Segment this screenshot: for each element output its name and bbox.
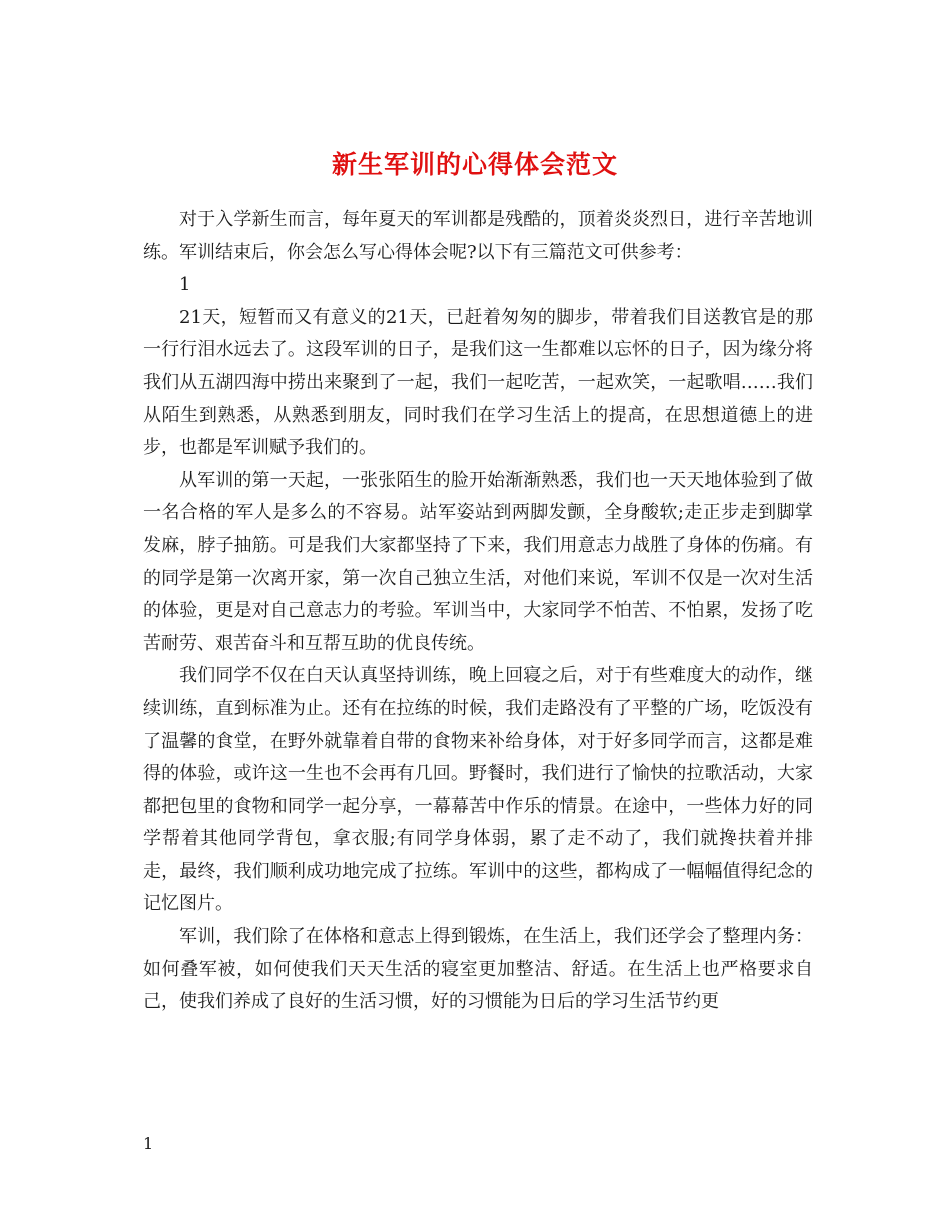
section-number: 1 <box>179 274 191 296</box>
body-paragraph: 从军训的第一天起，一张张陌生的脸开始渐渐熟悉，我们也一天天地体验到了做一名合格的军人是多么的不容易。站军姿站到两脚发颤，全身酸软;走正步走到脚掌发麻，脖子抽筋。可是我们大家都坚持了下来，我们用意志力战胜了身体的伤痛。有的同学是第一次离开家，第一次自己独立生活，对他们来说，军训不仅是一次对生活的体验，更是对自己意志力的考验。军训当中，大家同学不怕苦、不怕累，发扬了吃苦耐劳、艰苦奋斗和互帮互助的优良传统。 <box>143 469 813 654</box>
body-paragraph: 我们同学不仅在白天认真坚持训练，晚上回寝之后，对于有些难度大的动作，继续训练，直到标准为止。还有在拉练的时候，我们走路没有了平整的广场，吃饭没有了温馨的食堂，在野外就靠着自带的食物来补给身体，对于好多同学而言，这都是难得的体验，或许这一生也不会再有几回。野餐时，我们进行了愉快的拉歌活动，大家都把包里的食物和同学一起分享，一幕幕苦中作乐的情景。在途中，一些体力好的同学帮着其他同学背包，拿衣服;有同学身体弱，累了走不动了，我们就搀扶着并排走，最终，我们顺利成功地完成了拉练。军训中的这些，都构成了一幅幅值得纪念的记忆图片。 <box>143 665 813 915</box>
body-paragraph: 军训，我们除了在体格和意志上得到锻炼，在生活上，我们还学会了整理内务：如何叠军被，如何使我们天天生活的寝室更加整洁、舒适。在生活上也严格要求自己，使我们养成了良好的生活习惯，好的习惯能为日后的学习生活节约更 <box>143 926 813 1013</box>
body-paragraph: 21天，短暂而又有意义的21天，已赶着匆匆的脚步，带着我们目送教官是的那一行行泪水远去了。这段军训的日子，是我们这一生都难以忘怀的日子，因为缘分将我们从五湖四海中捞出来聚到了一起，我们一起吃苦，一起欢笑，一起歌唱……我们从陌生到熟悉，从熟悉到朋友，同时我们在学习生活上的提高，在思想道德上的进步，也都是军训赋予我们的。 <box>143 306 813 459</box>
document-body <box>143 204 813 1019</box>
page-number: 1 <box>143 1134 154 1153</box>
intro-paragraph: 对于入学新生而言，每年夏天的军训都是残酷的，顶着炎炎烈日，进行辛苦地训练。军训结束后，你会怎么写心得体会呢?以下有三篇范文可供参考： <box>143 209 813 263</box>
document-title: 新生军训的心得体会范文 <box>331 149 618 179</box>
